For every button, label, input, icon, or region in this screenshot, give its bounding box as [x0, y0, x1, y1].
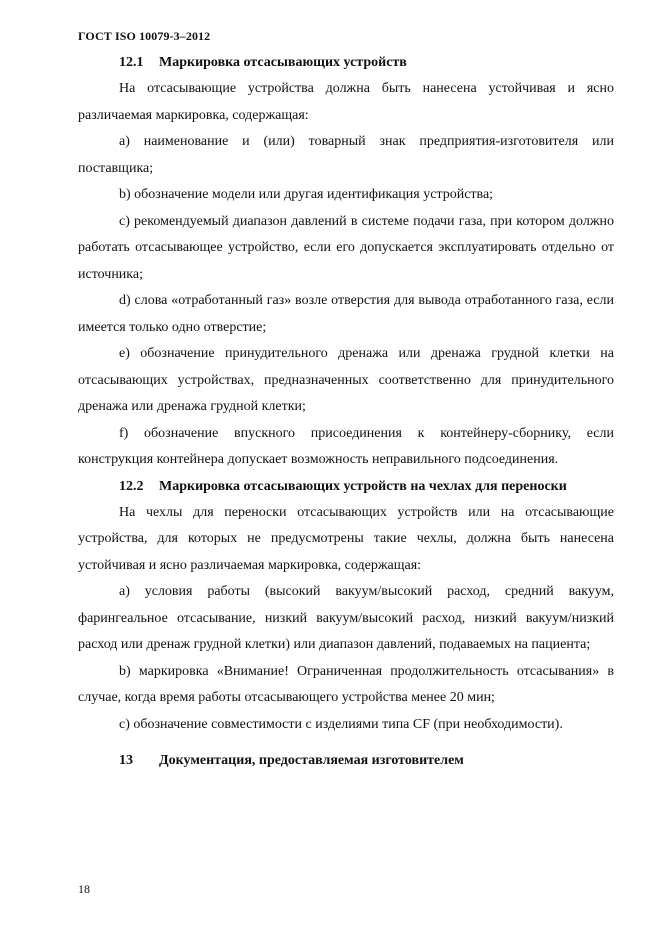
- section-13-title: Документация, предоставляемая изготовителем: [159, 753, 464, 768]
- section-12-1-item-b: b) обозначение модели или другая идентификация устройства;: [119, 187, 494, 202]
- section-12-2-item-c: c) обозначение совместимости с изделиями типа CF (при необходимости).: [119, 716, 563, 732]
- section-12-2-intro: На чехлы для переноски отсасывающих устройств или на отсасывающие устройства, для которых не предусмотрены такие чехлы, должна быть нанесена устойчивая и ясно различаемая маркировка, содержащая:: [78, 504, 614, 573]
- section-12-1-intro: На отсасывающие устройства должна быть нанесена устойчивая и ясно различаемая маркировка, содержащая:: [78, 81, 614, 123]
- section-12-2-heading: [78, 474, 614, 500]
- section-12-1-heading: [78, 50, 614, 76]
- section-12-2-item-a: а) условия работы (высокий вакуум/высокий расход, средний вакуум, фарингеальное отсасывание, низкий вакуум/высокий расход, низкий вакуум/низкий расход или дренаж грудной клетки) или диапазон давлений, подаваемых на пациента;: [78, 584, 614, 652]
- section-12-1-item-d: d) слова «отработанный газ» возле отверстия для вывода отработанного газа, если имеется только одно отверстие;: [78, 293, 614, 335]
- section-12-1-title: Маркировка отсасывающих устройств: [159, 55, 407, 70]
- section-12-2-title: Маркировка отсасывающих устройств на чехлах для переноски: [159, 478, 567, 494]
- document-header: ГОСТ ISO 10079-3–2012: [78, 29, 211, 43]
- section-12-1-item-a: а) наименование и (или) товарный знак предприятия-изготовителя или поставщика;: [78, 134, 614, 176]
- section-12-1-item-c: c) рекомендуемый диапазон давлений в системе подачи газа, при котором должно работать отсасывающее устройство, если его допускается эксплуатировать отдельно от источника;: [78, 213, 614, 282]
- page-body: [78, 50, 614, 774]
- section-12-2-number: 12.2: [119, 478, 144, 494]
- section-12-1-item-f: f) обозначение впускного присоединения к контейнеру-сборнику, если конструкция контейнера допускает возможность неправильного подсоединения.: [78, 425, 614, 467]
- page-number: 18: [78, 882, 90, 896]
- section-12-1-item-e: e) обозначение принудительного дренажа или дренажа грудной клетки на отсасывающих устройствах, предназначенных соответственно для принудительного дренажа или дренажа грудной клетки;: [78, 346, 614, 414]
- section-12-1-number: 12.1: [119, 55, 144, 70]
- section-13-heading: [78, 748, 614, 774]
- section-13-number: 13: [119, 753, 133, 768]
- section-12-2-item-b: b) маркировка «Внимание! Ограниченная продолжительность отсасывания» в случае, когда время работы отсасывающего устройства менее 20 мин;: [78, 663, 614, 705]
